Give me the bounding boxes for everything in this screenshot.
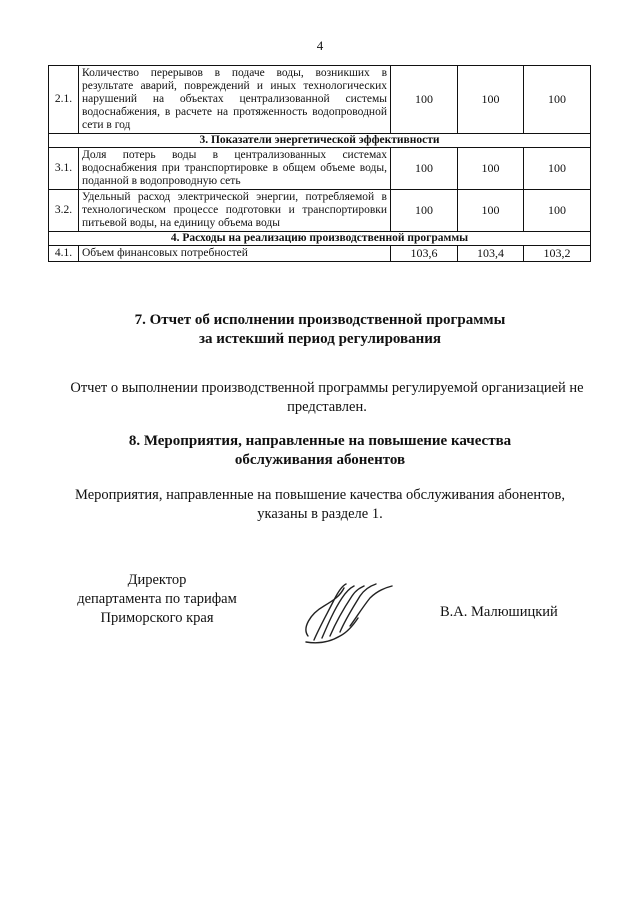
section-8-heading xyxy=(0,432,640,470)
row-value-3: 100 xyxy=(524,66,591,134)
signatory-name: В.А. Малюшицкий xyxy=(440,604,558,620)
section-title: 4. Расходы на реализацию производственной программы xyxy=(49,232,591,246)
row-value-2: 100 xyxy=(458,148,524,190)
row-number: 3.1. xyxy=(49,148,79,190)
row-value-1: 100 xyxy=(391,66,458,134)
row-description: Доля потерь воды в централизованных системах водоснабжения при транспортировке в общем объеме воды, поданной в водопроводную сеть xyxy=(79,148,391,190)
signatory-line-1: Директор xyxy=(127,572,187,588)
section-7-text: Отчет о выполнении производственной программы регулируемой организацией не представлен. xyxy=(70,380,584,415)
row-value-3: 100 xyxy=(524,148,591,190)
row-description: Удельный расход электрической энергии, потребляемой в технологическом процессе подготовки и транспортировки питьевой воды, на единицу объема воды xyxy=(79,190,391,232)
section-7-title-line-2: за истекший период регулирования xyxy=(198,331,442,347)
signatory-line-2: департамента по тарифам xyxy=(77,591,237,607)
section-7-title-line-1: 7. Отчет об исполнении производственной программы xyxy=(134,312,506,328)
program-indicators-table xyxy=(48,65,591,262)
signatory-position xyxy=(52,571,262,628)
row-value-2: 100 xyxy=(458,66,524,134)
table-section-header xyxy=(49,232,591,246)
row-number: 3.2. xyxy=(49,190,79,232)
row-description: Объем финансовых потребностей xyxy=(79,246,391,262)
table-row xyxy=(49,190,591,232)
section-8-title-line-2: обслуживания абонентов xyxy=(234,452,406,468)
row-number: 2.1. xyxy=(49,66,79,134)
section-8-title-line-1: 8. Мероприятия, направленные на повышение качества xyxy=(128,433,512,449)
row-value-1: 100 xyxy=(391,190,458,232)
signatory-line-3: Приморского края xyxy=(100,610,214,626)
page-number: 4 xyxy=(316,38,324,53)
section-title: 3. Показатели энергетической эффективности xyxy=(49,134,591,148)
row-value-3: 100 xyxy=(524,190,591,232)
row-value-1: 103,6 xyxy=(391,246,458,262)
row-value-2: 100 xyxy=(458,190,524,232)
handwritten-signature xyxy=(300,578,400,648)
row-value-1: 100 xyxy=(391,148,458,190)
section-8-text: Мероприятия, направленные на повышение качества обслуживания абонентов, указаны в разделе 1. xyxy=(75,487,565,522)
row-value-2: 103,4 xyxy=(458,246,524,262)
row-number: 4.1. xyxy=(49,246,79,262)
row-description: Количество перерывов в подаче воды, возникших в результате аварий, повреждений и иных технологических нарушений на объектах централизованной системы водоснабжения, в расчете на протяженность водопроводной сети в год xyxy=(79,66,391,134)
section-7-heading xyxy=(0,311,640,349)
table-row xyxy=(49,246,591,262)
table-row xyxy=(49,148,591,190)
table-row xyxy=(49,66,591,134)
table-section-header xyxy=(49,134,591,148)
row-value-3: 103,2 xyxy=(524,246,591,262)
